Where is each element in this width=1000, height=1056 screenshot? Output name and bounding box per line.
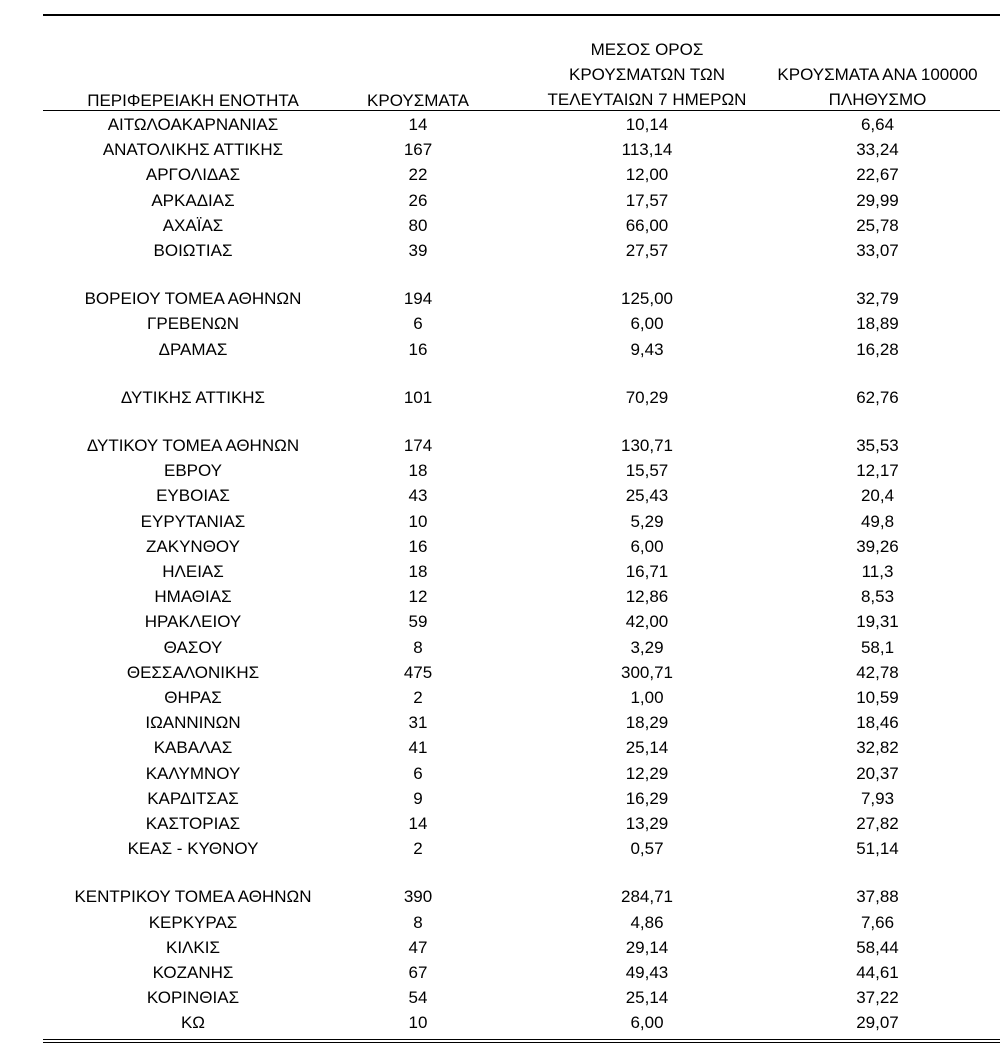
region-cell: ΑΡΚΑΔΙΑΣ	[151, 190, 235, 210]
region-cell: ΚΩ	[180, 1013, 206, 1033]
average-cell: 3,29	[630, 637, 664, 657]
per-100000-cell: 58,1	[860, 637, 895, 657]
table-row	[0, 761, 1000, 786]
table-row	[0, 433, 1000, 458]
per-100000-cell: 33,24	[856, 140, 899, 160]
table-row	[0, 935, 1000, 960]
cases-cell: 41	[408, 738, 428, 758]
average-cell: 113,14	[621, 140, 673, 160]
column-header-region: ΠΕΡΙΦΕΡΕΙΑΚΗ ΕΝΟΤΗΤΑ	[87, 91, 299, 110]
cases-cell: 174	[403, 436, 433, 455]
table-row	[0, 1010, 1000, 1035]
table-row	[0, 635, 1000, 660]
column-header-average-line2: ΚΡΟΥΣΜΑΤΩΝ ΤΩΝ	[569, 65, 725, 84]
cases-cell: 8	[413, 912, 423, 932]
table-row	[0, 910, 1000, 935]
cases-cell: 194	[403, 289, 433, 309]
per-100000-cell: 35,53	[856, 436, 899, 455]
average-cell: 27,57	[625, 241, 669, 260]
region-cell: ΖΑΚΥΝΘΟΥ	[146, 536, 240, 556]
table-bottom-rule-double	[43, 1042, 1000, 1043]
cases-cell: 6	[413, 314, 423, 334]
cases-cell: 10	[408, 511, 428, 531]
per-100000-cell: 62,76	[856, 387, 899, 407]
cases-cell: 390	[403, 887, 433, 907]
per-100000-cell: 12,17	[856, 461, 899, 481]
table-row	[0, 458, 1000, 483]
column-header-per-100000-line2: ΠΛΗΘΥΣΜΟ	[828, 90, 927, 109]
cases-cell: 39	[408, 241, 428, 260]
region-cell: ΕΥΒΟΙΑΣ	[156, 486, 230, 506]
per-100000-cell: 42,78	[856, 662, 899, 682]
region-cell: ΔΥΤΙΚΟΥ ΤΟΜΕΑ ΑΘΗΝΩΝ	[86, 436, 300, 455]
table-row	[0, 710, 1000, 735]
region-cell: ΚΑΣΤΟΡΙΑΣ	[145, 814, 241, 833]
per-100000-cell: 32,82	[856, 738, 899, 758]
cases-cell: 59	[408, 612, 428, 632]
cases-cell: 167	[403, 140, 433, 160]
average-cell: 6,00	[630, 1013, 664, 1033]
region-cell: ΘΗΡΑΣ	[164, 688, 222, 707]
average-cell: 70,29	[625, 387, 669, 407]
region-cell: ΑΙΤΩΛΟΑΚΑΡΝΑΝΙΑΣ	[107, 115, 279, 134]
cases-cell: 22	[408, 165, 428, 185]
region-cell: ΑΧΑΪΑΣ	[162, 215, 224, 235]
table-row	[0, 213, 1000, 238]
cases-cell: 18	[408, 562, 428, 581]
cases-cell: 101	[403, 387, 433, 407]
per-100000-cell: 51,14	[856, 839, 899, 859]
table-row	[0, 884, 1000, 909]
table-row	[0, 960, 1000, 985]
table-row	[0, 385, 1000, 410]
average-cell: 130,71	[621, 436, 673, 455]
table-row	[0, 559, 1000, 584]
table-row	[0, 509, 1000, 534]
per-100000-cell: 37,22	[856, 988, 899, 1008]
table-row	[0, 609, 1000, 634]
cases-cell: 47	[408, 937, 428, 957]
region-cell: ΑΡΓΟΛΙΔΑΣ	[145, 165, 241, 185]
region-cell: ΚΕΝΤΡΙΚΟΥ ΤΟΜΕΑ ΑΘΗΝΩΝ	[74, 887, 312, 907]
per-100000-cell: 22,67	[856, 165, 899, 185]
region-cell: ΗΡΑΚΛΕΙΟΥ	[144, 612, 242, 632]
region-cell: ΚΑΡΔΙΤΣΑΣ	[147, 788, 239, 808]
table-row	[0, 337, 1000, 362]
cases-cell: 14	[408, 115, 428, 134]
cases-cell: 54	[408, 988, 428, 1008]
table-row	[0, 735, 1000, 760]
region-cell: ΕΥΡΥΤΑΝΙΑΣ	[140, 511, 246, 531]
average-cell: 12,00	[625, 165, 669, 185]
per-100000-cell: 29,07	[856, 1013, 899, 1033]
per-100000-cell: 58,44	[856, 937, 899, 957]
table-row	[0, 985, 1000, 1010]
cases-cell: 9	[413, 788, 423, 808]
average-cell: 29,14	[625, 937, 669, 957]
per-100000-cell: 8,53	[860, 587, 895, 607]
average-cell: 16,29	[625, 788, 669, 808]
region-cell: ΔΡΑΜΑΣ	[158, 339, 228, 359]
table-row	[0, 188, 1000, 213]
cases-cell: 80	[408, 215, 428, 235]
average-cell: 284,71	[621, 887, 673, 907]
per-100000-cell: 33,07	[856, 241, 899, 260]
average-cell: 6,00	[630, 536, 664, 556]
per-100000-cell: 18,89	[856, 314, 899, 334]
average-cell: 4,86	[630, 912, 664, 932]
average-cell: 6,00	[630, 314, 664, 334]
region-cell: ΚΟΡΙΝΘΙΑΣ	[146, 988, 240, 1008]
average-cell: 17,57	[625, 190, 669, 210]
cases-cell: 6	[413, 763, 423, 783]
per-100000-cell: 29,99	[856, 190, 899, 210]
region-cell: ΓΡΕΒΕΝΩΝ	[147, 314, 239, 334]
region-cell: ΗΛΕΙΑΣ	[162, 562, 224, 581]
region-cell: ΚΟΖΑΝΗΣ	[152, 963, 234, 982]
per-100000-cell: 10,59	[856, 688, 899, 707]
table-row	[0, 112, 1000, 137]
cases-cell: 8	[413, 637, 423, 657]
table-row	[0, 811, 1000, 836]
per-100000-cell: 6,64	[860, 115, 895, 134]
table-row	[0, 483, 1000, 508]
region-cell: ΒΟΙΩΤΙΑΣ	[153, 241, 233, 260]
region-cell: ΗΜΑΘΙΑΣ	[154, 587, 232, 607]
region-cell: ΚΑΒΑΛΑΣ	[153, 738, 233, 758]
table-row	[0, 534, 1000, 559]
per-100000-cell: 44,61	[856, 963, 899, 982]
average-cell: 10,14	[625, 115, 669, 134]
cases-cell: 16	[408, 339, 428, 359]
per-100000-cell: 20,37	[856, 763, 899, 783]
per-100000-cell: 16,28	[856, 339, 899, 359]
per-100000-cell: 11,3	[861, 562, 894, 581]
average-cell: 12,86	[625, 587, 669, 607]
cases-cell: 475	[403, 662, 433, 682]
cases-cell: 2	[413, 839, 423, 859]
per-100000-cell: 7,93	[860, 788, 895, 808]
per-100000-cell: 19,31	[856, 612, 899, 632]
average-cell: 1,00	[630, 688, 664, 707]
region-cell: ΒΟΡΕΙΟΥ ΤΟΜΕΑ ΑΘΗΝΩΝ	[84, 289, 302, 309]
average-cell: 25,43	[625, 486, 669, 506]
table-row	[0, 685, 1000, 710]
per-100000-cell: 37,88	[856, 887, 899, 907]
cases-cell: 16	[408, 536, 428, 556]
average-cell: 18,29	[625, 713, 669, 733]
average-cell: 66,00	[625, 215, 669, 235]
table-row	[0, 311, 1000, 336]
column-header-cases: ΚΡΟΥΣΜΑΤΑ	[367, 91, 469, 110]
per-100000-cell: 20,4	[860, 486, 895, 506]
per-100000-cell: 7,66	[860, 912, 895, 932]
average-cell: 49,43	[625, 963, 669, 982]
average-cell: 15,57	[625, 461, 669, 481]
per-100000-cell: 25,78	[856, 215, 899, 235]
cases-cell: 2	[413, 688, 423, 707]
cases-cell: 67	[408, 963, 428, 982]
average-cell: 0,57	[630, 839, 664, 859]
cases-cell: 14	[408, 814, 428, 833]
region-cell: ΔΥΤΙΚΗΣ ΑΤΤΙΚΗΣ	[120, 387, 266, 407]
cases-cell: 12	[408, 587, 428, 607]
column-header-per-100000-line1: ΚΡΟΥΣΜΑΤΑ ΑΝΑ 100000	[777, 65, 978, 84]
table-row	[0, 238, 1000, 263]
per-100000-cell: 49,8	[860, 511, 895, 531]
average-cell: 42,00	[625, 612, 669, 632]
cases-cell: 18	[408, 461, 428, 481]
average-cell: 9,43	[630, 339, 664, 359]
region-cell: ΚΕΑΣ - ΚΥΘΝΟΥ	[127, 839, 259, 859]
cases-cell: 31	[408, 713, 428, 733]
average-cell: 13,29	[625, 814, 669, 833]
average-cell: 12,29	[625, 763, 669, 783]
column-header-average-line3: ΤΕΛΕΥΤΑΙΩΝ 7 ΗΜΕΡΩΝ	[547, 90, 747, 109]
cases-cell: 10	[408, 1013, 428, 1033]
table-row	[0, 660, 1000, 685]
average-cell: 300,71	[621, 662, 673, 682]
region-cell: ΑΝΑΤΟΛΙΚΗΣ ΑΤΤΙΚΗΣ	[102, 140, 284, 160]
region-cell: ΘΕΣΣΑΛΟΝΙΚΗΣ	[126, 662, 260, 682]
per-100000-cell: 32,79	[856, 289, 899, 309]
per-100000-cell: 39,26	[856, 536, 899, 556]
average-cell: 16,71	[625, 562, 669, 581]
average-cell: 25,14	[625, 738, 669, 758]
cases-cell: 43	[408, 486, 428, 506]
table-bottom-rule	[43, 1039, 1000, 1040]
average-cell: 5,29	[630, 511, 664, 531]
region-cell: ΚΕΡΚΥΡΑΣ	[148, 912, 238, 932]
region-cell: ΕΒΡΟΥ	[163, 461, 223, 481]
table-row	[0, 836, 1000, 861]
region-cell: ΙΩΑΝΝΙΝΩΝ	[145, 713, 241, 733]
average-cell: 25,14	[625, 988, 669, 1008]
per-100000-cell: 27,82	[856, 814, 899, 833]
table-row	[0, 137, 1000, 162]
per-100000-cell: 18,46	[856, 713, 899, 733]
table-row	[0, 286, 1000, 311]
region-cell: ΘΑΣΟΥ	[163, 637, 223, 657]
table-row	[0, 584, 1000, 609]
table-row	[0, 162, 1000, 187]
average-cell: 125,00	[621, 289, 673, 309]
column-header-average-line1: ΜΕΣΟΣ ΟΡΟΣ	[590, 40, 704, 59]
cases-cell: 26	[408, 190, 428, 210]
region-cell: ΚΑΛΥΜΝΟΥ	[145, 763, 241, 783]
table-row	[0, 786, 1000, 811]
region-cell: ΚΙΛΚΙΣ	[166, 937, 220, 957]
